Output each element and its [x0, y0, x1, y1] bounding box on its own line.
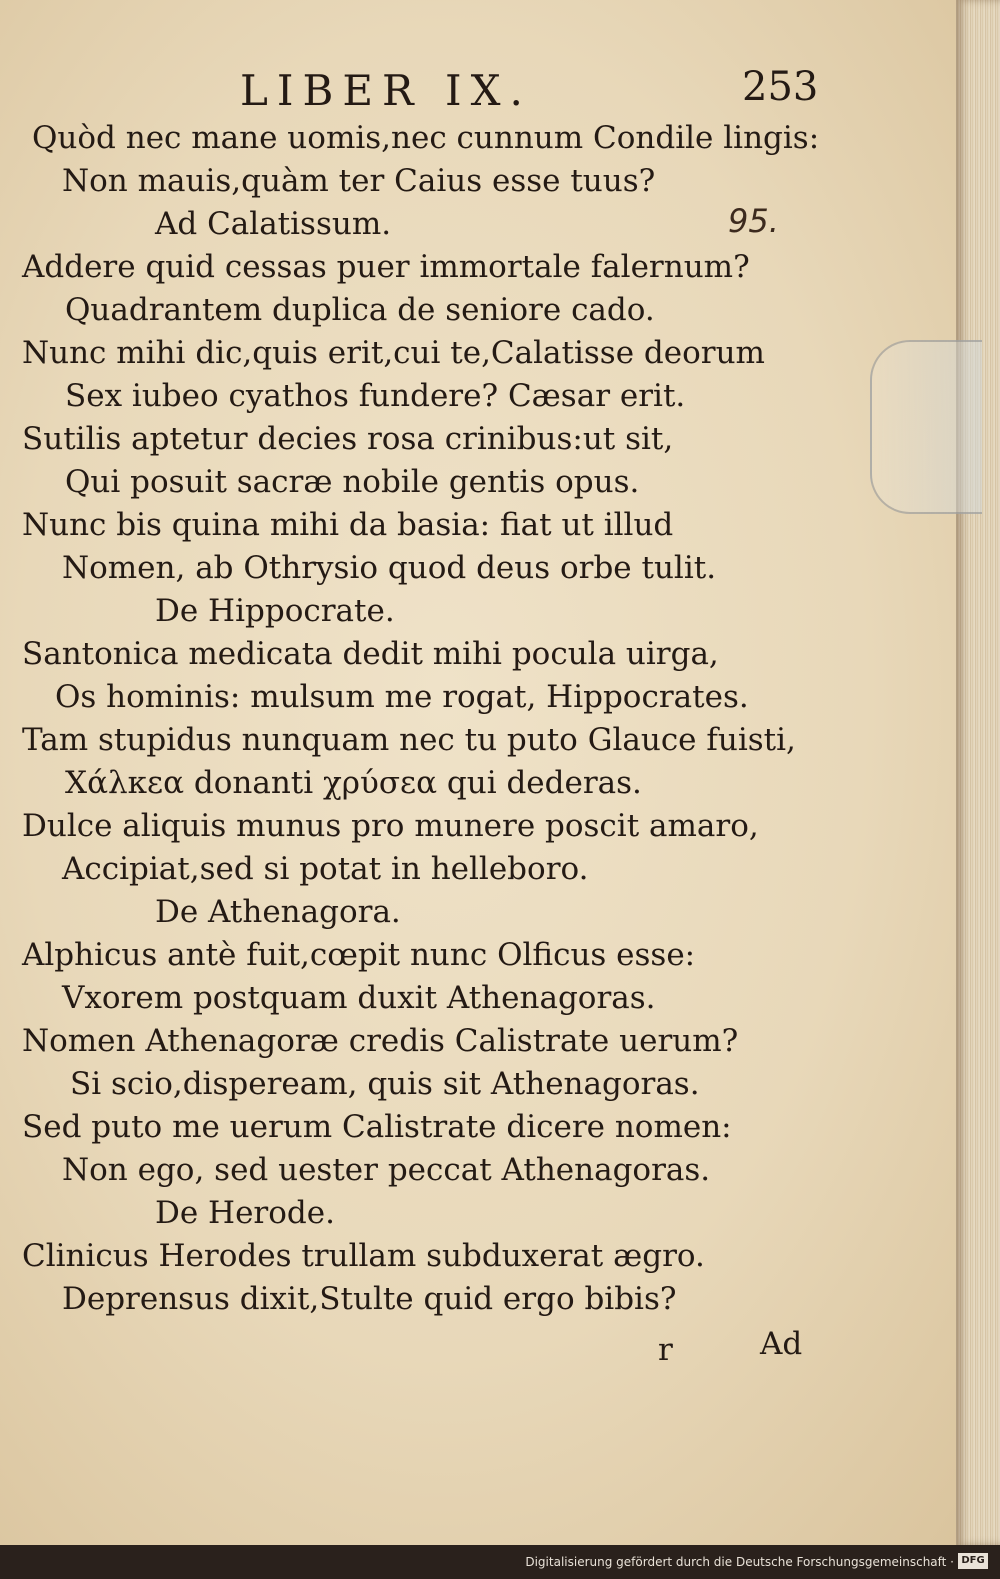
signature-mark: r [658, 1332, 673, 1368]
text-line: Vxorem postquam duxit Athenagoras. [62, 980, 656, 1016]
text-line: Qui posuit sacræ nobile gentis opus. [65, 464, 640, 500]
manuscript-note: 95. [728, 202, 779, 240]
text-line: Sex iubeo cyathos fundere? Cæsar erit. [65, 378, 686, 414]
text-line: Quadrantem duplica de seniore cado. [65, 292, 655, 328]
text-line: Addere quid cessas puer immortale falernum? [22, 249, 750, 285]
section-heading: De Athenagora. [155, 894, 401, 930]
page-header [0, 58, 985, 128]
running-head: LIBER IX. [240, 66, 532, 115]
text-line: Sed puto me uerum Calistrate dicere nomen: [22, 1109, 732, 1145]
section-heading: Ad Calatissum. [155, 206, 392, 242]
section-heading: De Herode. [155, 1195, 335, 1231]
text-line: Χάλκεα donanti χρύσεα qui dederas. [65, 765, 642, 801]
page-clip [870, 340, 982, 514]
text-line: Nomen Athenagoræ credis Calistrate uerum? [22, 1023, 739, 1059]
credit-text: Digitalisierung gefördert durch die Deutsche Forschungsgemeinschaft · [525, 1555, 954, 1569]
section-heading: De Hippocrate. [155, 593, 395, 629]
text-line: Os hominis: mulsum me rogat, Hippocrates. [55, 679, 749, 715]
text-line: Si scio,dispeream, quis sit Athenagoras. [70, 1066, 700, 1102]
page-edge [956, 0, 1000, 1545]
text-line: Clinicus Herodes trullam subduxerat ægro. [22, 1238, 705, 1274]
text-line: Nomen, ab Othrysio quod deus orbe tulit. [62, 550, 717, 586]
dfg-logo: DFG [958, 1553, 988, 1569]
text-line: Accipiat,sed si potat in helleboro. [62, 851, 589, 887]
catchword: Ad [760, 1326, 803, 1362]
text-line: Nunc bis quina mihi da basia: fiat ut illud [22, 507, 674, 543]
page-footer [0, 1322, 985, 1372]
text-line: Alphicus antè fuit,cœpit nunc Olficus esse: [22, 937, 696, 973]
page-number: 253 [742, 64, 819, 110]
text-line: Dulce aliquis munus pro munere poscit amaro, [22, 808, 759, 844]
text-line: Deprensus dixit,Stulte quid ergo bibis? [62, 1281, 677, 1317]
text-line: Non mauis,quàm ter Caius esse tuus? [62, 163, 656, 199]
text-line: Quòd nec mane uomis,nec cunnum Condile lingis: [32, 120, 820, 156]
text-line: Tam stupidus nunquam nec tu puto Glauce fuisti, [22, 722, 796, 758]
text-line: Santonica medicata dedit mihi pocula uirga, [22, 636, 719, 672]
text-line: Non ego, sed uester peccat Athenagoras. [62, 1152, 711, 1188]
text-line: Nunc mihi dic,quis erit,cui te,Calatisse deorum [22, 335, 765, 371]
text-line: Sutilis aptetur decies rosa crinibus:ut sit, [22, 421, 674, 457]
credit-bar [0, 1545, 1000, 1579]
